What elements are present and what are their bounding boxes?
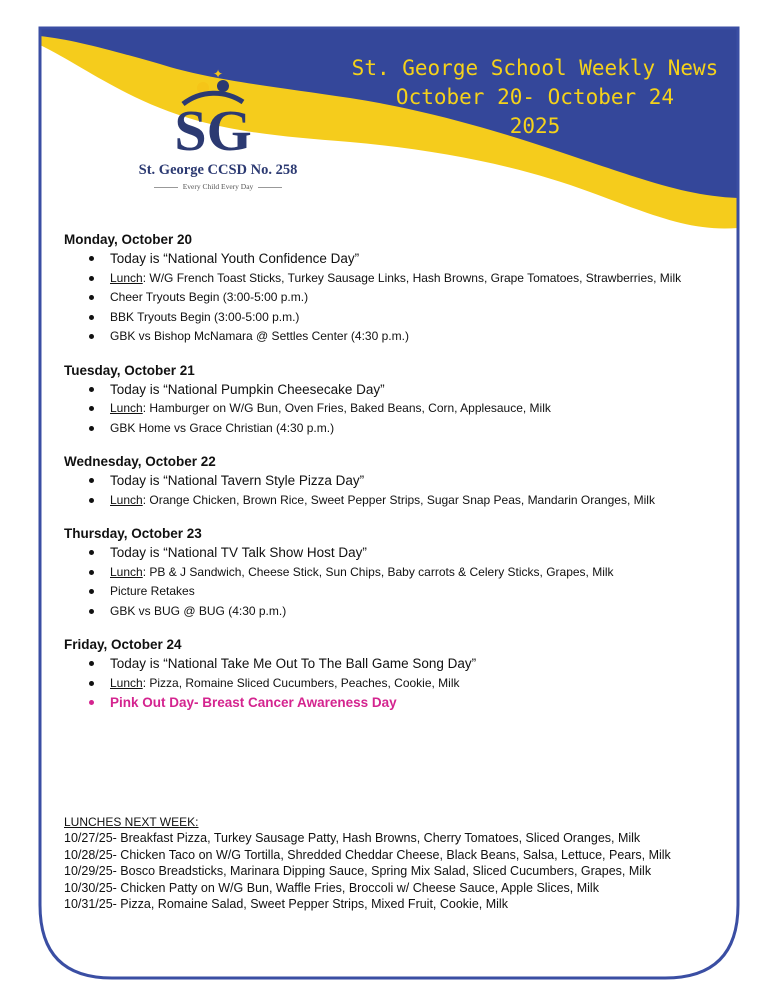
item-text: Pink Out Day- Breast Cancer Awareness Day (110, 695, 397, 710)
list-item (64, 269, 744, 289)
logo-emblem (163, 68, 273, 160)
lunch-label: Lunch (110, 675, 143, 690)
lunch-entry: 10/29/25- Bosco Breadsticks, Marinara Dipping Sauce, Spring Mix Salad, Sliced Cucumbers, Grapes, Milk (64, 864, 652, 878)
day-section (64, 635, 744, 713)
logo-school-name: St. George CCSD No. 258 (138, 162, 298, 178)
item-text: : Orange Chicken, Brown Rice, Sweet Pepper Strips, Sugar Snap Peas, Mandarin Oranges, Milk (142, 492, 655, 507)
title-line-1: St. George School Weekly News (351, 56, 719, 80)
lunch-entry: 10/27/25- Breakfast Pizza, Turkey Sausage Patty, Hash Browns, Cherry Tomatoes, Sliced Oranges, Milk (64, 831, 641, 845)
list-item (64, 399, 744, 419)
list-item (64, 471, 744, 491)
day-section (64, 361, 744, 439)
day-section (64, 452, 744, 510)
day-items (64, 471, 744, 510)
list-item (64, 654, 744, 674)
list-item (64, 582, 744, 602)
item-text: Today is “National Tavern Style Pizza Day” (110, 473, 365, 488)
item-text: Today is “National TV Talk Show Host Day” (110, 545, 367, 560)
day-heading: Thursday, October 23 (64, 526, 202, 541)
lunch-entry: 10/28/25- Chicken Taco on W/G Tortilla, Shredded Cheddar Cheese, Black Beans, Salsa, Lettuce, Pears, Milk (64, 847, 671, 862)
day-items (64, 380, 744, 439)
list-item (64, 491, 744, 511)
title-line-3: 2025 (509, 114, 561, 138)
list-item (64, 563, 744, 583)
list-item (64, 380, 744, 400)
daily-schedule (64, 230, 744, 727)
item-text: Today is “National Take Me Out To The Ball Game Song Day” (110, 656, 477, 671)
list-item (64, 419, 744, 439)
logo-monogram: SG (174, 98, 252, 160)
logo-tagline: Every Child Every Day (118, 182, 318, 191)
item-text: : PB & J Sandwich, Cheese Stick, Sun Chips, Baby carrots & Celery Sticks, Grapes, Milk (142, 564, 614, 579)
list-item (64, 602, 744, 622)
lunch-label: Lunch (110, 401, 143, 415)
day-heading: Friday, October 24 (64, 637, 182, 652)
day-heading: Monday, October 20 (64, 232, 193, 247)
list-item (64, 674, 744, 694)
svg-text:✦: ✦ (212, 68, 224, 81)
school-logo (118, 68, 328, 208)
item-text: GBK Home vs Grace Christian (4:30 p.m.) (110, 420, 335, 435)
lunch-label: Lunch (110, 270, 143, 285)
item-text: Today is “National Youth Confidence Day” (110, 251, 360, 266)
list-item (64, 327, 744, 347)
item-text: GBK vs BUG @ BUG (4:30 p.m.) (110, 603, 287, 618)
lunches-next-week-list (64, 830, 744, 913)
item-text: : W/G French Toast Sticks, Turkey Sausage Links, Hash Browns, Grape Tomatoes, Strawberries, Milk (142, 270, 682, 285)
item-text: : Hamburger on W/G Bun, Oven Fries, Baked Beans, Corn, Applesauce, Milk (142, 401, 551, 415)
list-item (64, 288, 744, 308)
newsletter-title (335, 54, 735, 141)
lunch-label: Lunch (110, 492, 143, 507)
list-item (64, 308, 744, 328)
lunches-next-week-heading: LUNCHES NEXT WEEK: (64, 815, 199, 829)
list-item (64, 249, 744, 269)
day-section (64, 524, 744, 621)
item-text: GBK vs Bishop McNamara @ Settles Center (4:30 p.m.) (110, 329, 409, 343)
lunch-entry: 10/30/25- Chicken Patty on W/G Bun, Waffle Fries, Broccoli w/ Cheese Sauce, Apple Slices, Milk (64, 880, 599, 895)
list-item (64, 543, 744, 563)
title-line-2: October 20- October 24 (395, 85, 675, 109)
item-text: BBK Tryouts Begin (3:00-5:00 p.m.) (110, 309, 300, 324)
item-text: : Pizza, Romaine Sliced Cucumbers, Peaches, Cookie, Milk (142, 675, 460, 690)
item-text: Today is “National Pumpkin Cheesecake Day” (110, 381, 385, 397)
lunch-label: Lunch (110, 564, 143, 579)
lunches-next-week (64, 815, 744, 913)
day-items (64, 543, 744, 621)
day-heading: Wednesday, October 22 (64, 454, 216, 469)
item-text: Picture Retakes (110, 584, 195, 598)
lunch-entry: 10/31/25- Pizza, Romaine Salad, Sweet Pepper Strips, Mixed Fruit, Cookie, Milk (64, 897, 508, 911)
item-text: Cheer Tryouts Begin (3:00-5:00 p.m.) (110, 290, 309, 304)
day-items (64, 249, 744, 347)
list-item (64, 693, 744, 713)
day-heading: Tuesday, October 21 (64, 362, 195, 378)
day-items (64, 654, 744, 713)
day-section (64, 230, 744, 347)
